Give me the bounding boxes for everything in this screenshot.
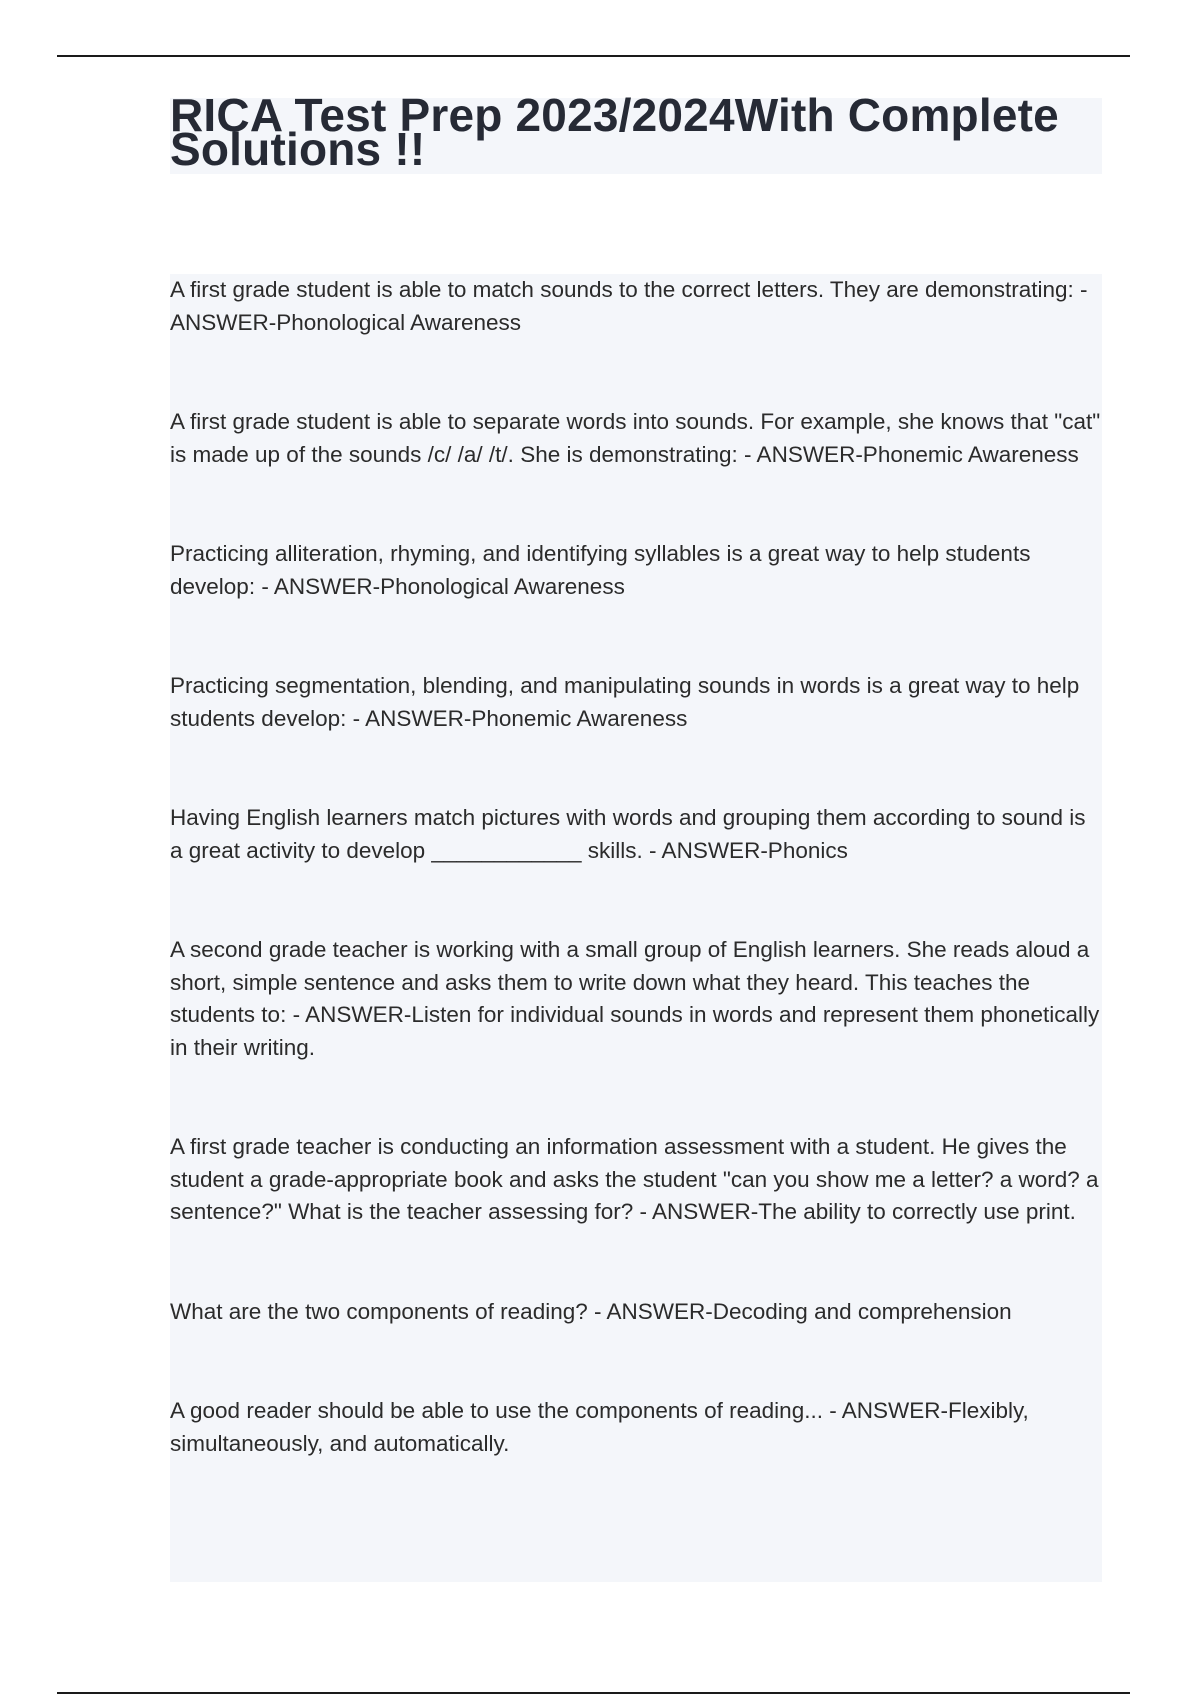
title-block: [170, 89, 1102, 175]
document-title: RICA Test Prep 2023/2024With Complete Solutions !!: [170, 89, 1059, 175]
bottom-rule: [57, 1692, 1130, 1694]
qa-item: Practicing segmentation, blending, and manipulating sounds in words is a great way to help students develop: - ANSWER-Phonemic Awareness: [170, 673, 1080, 731]
qa-item: Practicing alliteration, rhyming, and identifying syllables is a great way to help students develop: - ANSWER-Phonological Awareness: [170, 541, 1031, 599]
qa-item: Having English learners match pictures with words and grouping them according to sound is a great activity to develop ____________ skills. - ANSWER-Phonics: [170, 805, 1086, 863]
top-rule: [57, 55, 1130, 57]
qa-item: A first grade student is able to separate words into sounds. For example, she knows that "cat" is made up of the sounds /c/ /a/ /t/. She is demonstrating: - ANSWER-Phonemic Awareness: [170, 409, 1101, 467]
qa-item: A good reader should be able to use the components of reading... - ANSWER-Flexibly, simultaneously, and automatically.: [170, 1398, 1029, 1456]
qa-item: A first grade teacher is conducting an information assessment with a student. He gives the student a grade-appropriate book and asks the student "can you show me a letter? a word? a sentence?" What is the teacher assessing for? - ANSWER-The ability to correctly use print.: [170, 1134, 1099, 1224]
qa-item: A first grade student is able to match sounds to the correct letters. They are demonstrating: - ANSWER-Phonological Awareness: [170, 277, 1088, 335]
qa-section: [170, 274, 1102, 1582]
qa-list: [170, 274, 1102, 1460]
qa-item: What are the two components of reading? - ANSWER-Decoding and comprehension: [170, 1298, 1012, 1324]
qa-item: A second grade teacher is working with a small group of English learners. She reads aloud a short, simple sentence and asks them to write down what they heard. This teaches the students to: - ANSWER-Listen for individual sounds in words and represent them phonetically in their writing.: [170, 937, 1100, 1060]
